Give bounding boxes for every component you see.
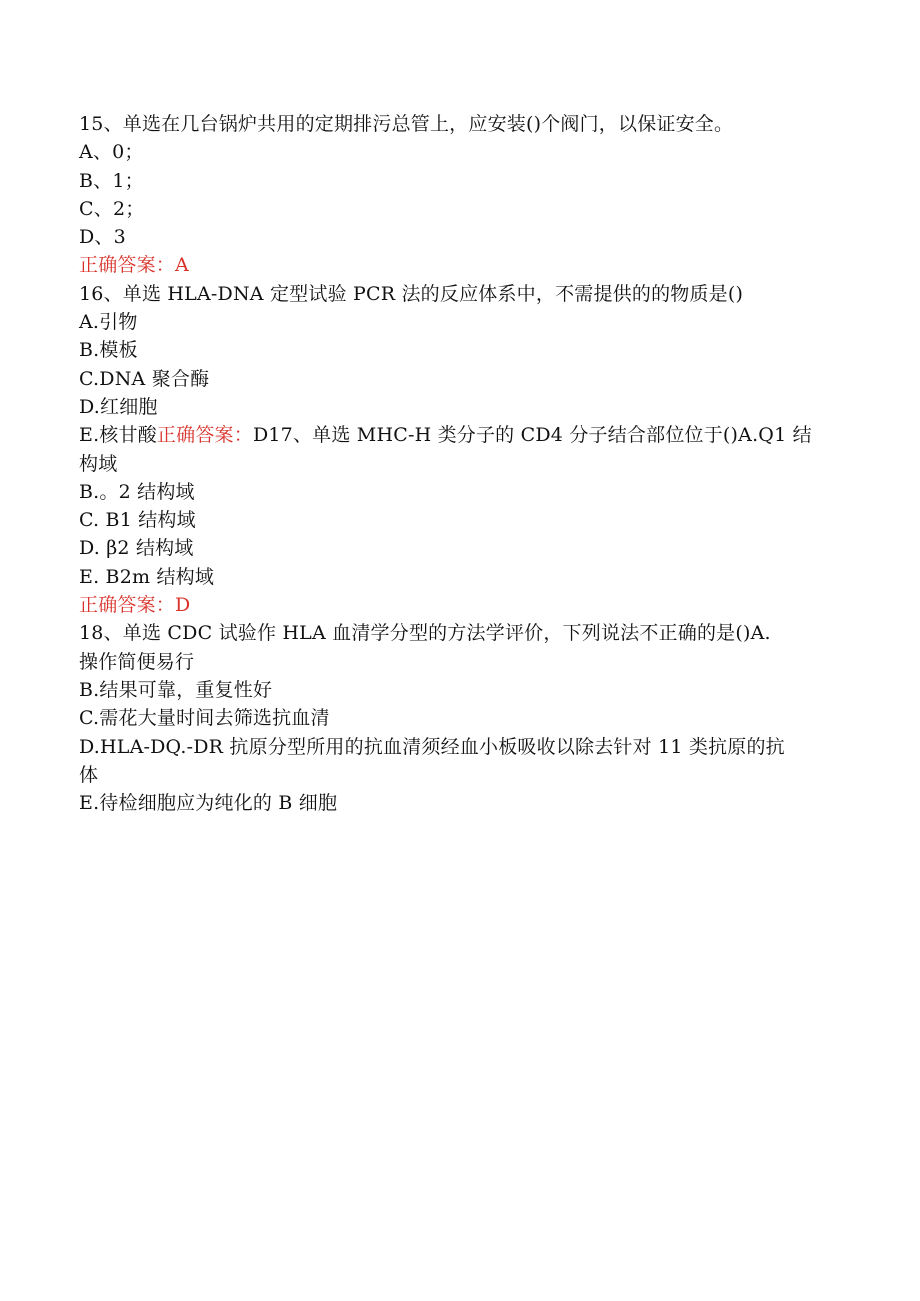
question-15-option-b: B、1； xyxy=(79,169,144,192)
question-17-option-e: E. B2m 结构域 xyxy=(79,565,215,588)
question-16-option-e: E.核甘酸 xyxy=(79,424,157,447)
question-18-option-c: C.需花大量时间去筛选抗血清 xyxy=(79,707,330,730)
question-17-option-b: B.。2 结构域 xyxy=(79,480,195,503)
question-16-option-d: D.红细胞 xyxy=(79,395,158,418)
question-16-option-b: B.模板 xyxy=(79,339,138,362)
question-15-option-a: A、0； xyxy=(79,141,144,164)
question-18-option-e: E.待检细胞应为纯化的 B 细胞 xyxy=(79,792,338,815)
question-15-stem: 15、单选在几台锅炉共用的定期排污总管上，应安装()个阀门，以保证安全。 xyxy=(79,113,734,135)
question-17-stem: D17、单选 MHC-H 类分子的 CD4 分子结合部位位于()A.Q1 结 xyxy=(252,424,812,447)
question-17-option-d: D. β2 结构域 xyxy=(79,537,194,560)
question-16-stem: 16、单选 HLA-DNA 定型试验 PCR 法的反应体系中，不需提供的的物质是() xyxy=(79,282,744,305)
document-page xyxy=(79,110,841,817)
question-18-option-d-continued: 体 xyxy=(79,763,99,786)
question-18-option-d: D.HLA-DQ.-DR 抗原分型所用的抗血清须经血小板吸收以除去针对 11 类抗原的抗 xyxy=(79,735,785,758)
question-16-option-e-with-answer xyxy=(79,421,841,449)
question-17-answer: 正确答案：D xyxy=(79,594,191,617)
question-17-stem-continued: 构域 xyxy=(79,452,118,475)
question-15-option-d: D、3 xyxy=(79,226,126,249)
question-16-option-a: A.引物 xyxy=(79,311,138,334)
question-17-option-c: C. B1 结构域 xyxy=(79,509,196,532)
question-15-answer: 正确答案：A xyxy=(79,254,189,277)
question-16-option-c: C.DNA 聚合酶 xyxy=(79,367,210,390)
question-18-option-b: B.结果可靠，重复性好 xyxy=(79,678,273,701)
question-18-stem: 18、单选 CDC 试验作 HLA 血清学分型的方法学评价，下列说法不正确的是()A. xyxy=(79,622,771,645)
question-15-option-c: C、2； xyxy=(79,197,145,220)
question-18-option-a: 操作简便易行 xyxy=(79,650,195,673)
question-16-answer: 正确答案： xyxy=(156,424,253,447)
